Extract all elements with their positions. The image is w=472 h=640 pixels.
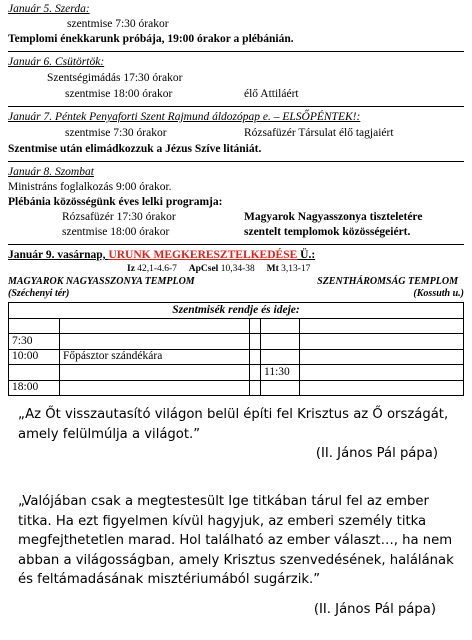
intention2-cell	[300, 349, 464, 365]
time2-cell	[261, 380, 300, 396]
intention2-cell	[300, 318, 464, 334]
wednesday-choir-note: Templomi énekkarunk próbája, 19:00 órakor a plébánián.	[8, 33, 294, 45]
church-right-location: (Kossuth u.)	[413, 288, 464, 299]
intention2-cell	[300, 334, 464, 350]
reading-3-ref: 3,13-17	[278, 264, 311, 274]
divider	[8, 106, 464, 107]
mass-schedule-table	[8, 302, 464, 396]
thursday-adoration: Szentségimádás 17:30 órakor	[47, 72, 183, 84]
day-header-saturday: Január 8. Szombat	[8, 166, 94, 178]
saturday-rosary-intention: Magyarok Nagyasszonya tiszteletére	[244, 211, 423, 223]
church-left-location: (Széchenyi tér)	[8, 288, 70, 299]
time-cell	[9, 365, 60, 381]
intention2-cell	[300, 380, 464, 396]
table-row	[9, 318, 464, 334]
quote-2-text: „Valójában csak a megtestesült Ige titkában tárul fel az ember titka. Ha ezt figyelmen kívül hagyjuk, az emberi személy titka megfejthetetlen marad. Hol található az ember választ…, ha nem abban a világosságban, amely Krisztus szenvedésének, halálának és feltámadásának misztériumából sugárzik.”	[18, 494, 454, 587]
table-row	[9, 349, 464, 365]
day-header-thursday: Január 6. Csütörtök:	[8, 56, 105, 68]
schedule-title: Szentmisék rendje és ideje:	[9, 303, 464, 319]
sunday-feast: URUNK MEGKERESZTELKEDÉSE	[108, 249, 298, 261]
time-cell: 18:00	[9, 380, 60, 396]
time2-cell	[261, 349, 300, 365]
wednesday-mass: szentmise 7:30 órakor	[67, 18, 169, 30]
saturday-rosary: Rózsafüzér 17:30 órakor	[62, 211, 176, 223]
intention2-cell	[300, 365, 464, 381]
reading-2-ref: 10,34-38	[218, 264, 255, 274]
table-row	[9, 380, 464, 396]
saturday-ministrant: Ministráns foglalkozás 9:00 órakor.	[8, 181, 172, 193]
reading-2-book: ApCsel	[188, 264, 219, 274]
reading-1-ref: 42,1-4.6-7	[134, 264, 177, 274]
divider	[8, 244, 464, 245]
table-row	[9, 334, 464, 350]
church-left-name: MAGYAROK NAGYASSZONYA TEMPLOM	[8, 276, 195, 287]
saturday-mass-intention: szentelt templomok közösségeiért.	[244, 226, 411, 238]
quote-1-author: (II. János Pál pápa)	[315, 446, 438, 461]
sunday-feast-suffix: Ü.:	[297, 249, 316, 261]
time-cell	[9, 318, 60, 334]
church-right-name: SZENTHÁROMSÁG TEMPLOM	[317, 276, 458, 287]
intention-cell	[60, 365, 250, 381]
intention-cell	[60, 380, 250, 396]
friday-mass: szentmise 7:30 órakor	[65, 127, 167, 139]
time2-cell: 11:30	[261, 365, 300, 381]
reading-3-book: Mt	[266, 264, 279, 274]
time-cell: 7:30	[9, 334, 60, 350]
saturday-program-heading: Plébánia közösségünk éves lelki programja:	[8, 196, 223, 208]
reading-1-book: Iz	[127, 264, 135, 274]
intention-cell	[60, 318, 250, 334]
divider	[8, 51, 464, 52]
day-header-wednesday: Január 5. Szerda:	[8, 3, 90, 15]
day-header-friday: Január 7. Péntek Penyaforti Szent Rajmund áldozópap e. – ELSŐPÉNTEK!:	[8, 111, 361, 123]
time2-cell	[261, 334, 300, 350]
thursday-intention: élő Attiláért	[244, 88, 299, 100]
friday-litany-note: Szentmise után elimádkozzuk a Jézus Szíve litániát.	[8, 143, 262, 155]
sunday-date: Január 9. vasárnap,	[8, 249, 109, 261]
thursday-mass: szentmise 18:00 órakor	[65, 88, 173, 100]
saturday-mass: szentmise 18:00 órakor	[62, 226, 170, 238]
table-row	[9, 365, 464, 381]
intention-cell: Főpásztor szándékára	[60, 349, 250, 365]
sunday-readings	[127, 264, 310, 275]
quote-2-author: (II. János Pál pápa)	[313, 602, 436, 617]
friday-intention: Rózsafüzér Társulat élő tagjaiért	[244, 127, 394, 139]
time2-cell	[261, 318, 300, 334]
intention-cell	[60, 334, 250, 350]
day-header-sunday	[8, 249, 315, 262]
divider	[8, 161, 464, 162]
time-cell: 10:00	[9, 349, 60, 365]
quote-1-text: „Az Őt visszautasító világon belül építi fel Krisztus az Ő országát, amely felülmúlja a világot.”	[18, 407, 449, 442]
